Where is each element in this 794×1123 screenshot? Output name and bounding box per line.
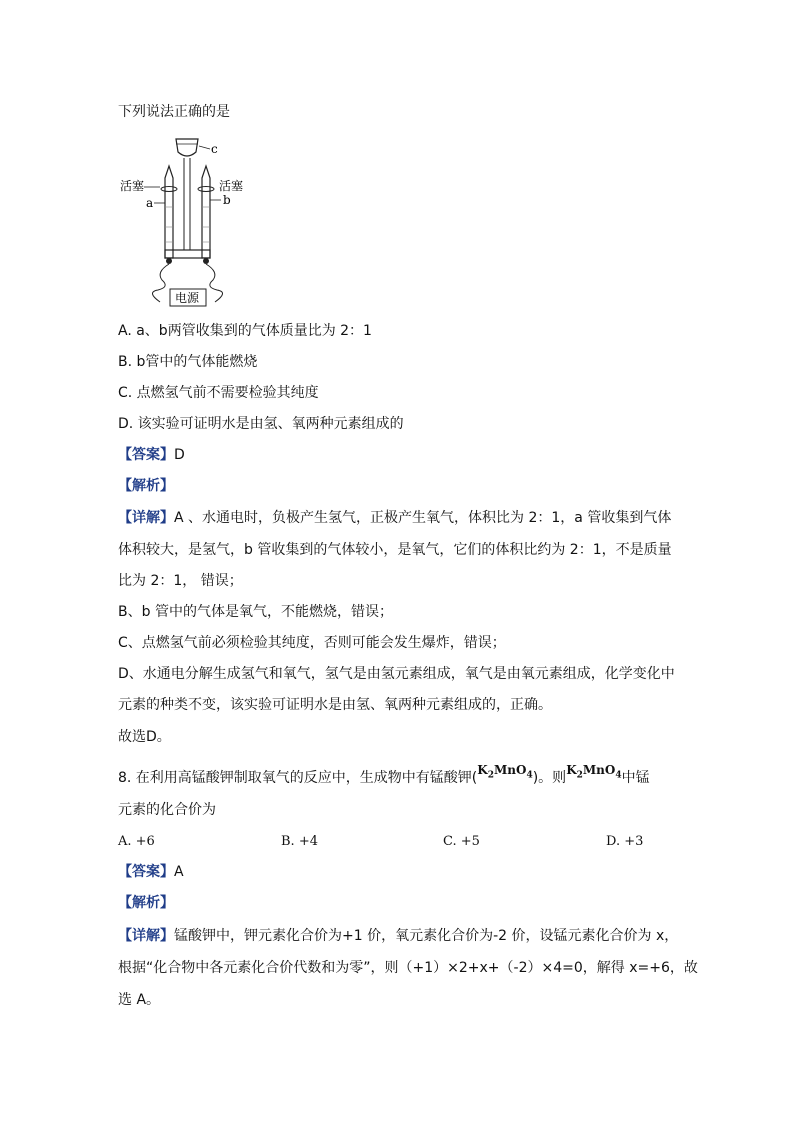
q7-answer-line (118, 445, 185, 465)
q7-detail-line: C、点燃氢气前必须检验其纯度，否则可能会发生爆炸，错误； (118, 635, 506, 651)
label-c: c (211, 142, 218, 156)
q7-detail-line: 比为 2：1， 错误； (118, 573, 243, 589)
q8-answer-line (118, 862, 184, 882)
answer-value: D (174, 447, 185, 463)
q7-detail-line: 元素的种类不变，该实验可证明水是由氢、氧两种元素组成的，正确。 (118, 697, 552, 713)
q7-option-b: B. b管中的气体能燃烧 (118, 354, 258, 370)
formula-k2mno4: $K_2MnO_4$ (566, 763, 622, 781)
q8-detail-line (118, 926, 678, 946)
q7-detail-line: D、水通电分解生成氢气和氧气，氢气是由氢元素组成，氧气是由氧元素组成，化学变化中 (118, 666, 675, 682)
detail-text: A 、水通电时，负极产生氢气，正极产生氧气，体积比为 2：1，a 管收集到气体 (174, 510, 672, 526)
detail-text: 锰酸钾中，钾元素化合价为+1 价，氧元素化合价为-2 价，设锰元素化合价为 x， (174, 928, 679, 944)
q8-option-a: A. +6 (118, 834, 155, 849)
q7-option-d: D. 该实验可证明水是由氢、氧两种元素组成的 (118, 416, 404, 432)
question-8-stem-line2: 元素的化合价为 (118, 802, 216, 818)
analysis-tag: 【解析】 (118, 478, 174, 494)
label-b: b (223, 193, 231, 207)
q8-detail-line: 选 A。 (118, 992, 161, 1008)
electrolysis-apparatus-figure (116, 132, 256, 312)
q8-option-c: C. +5 (443, 834, 480, 849)
question-7-stem: 下列说法正确的是 (118, 104, 230, 120)
q8-analysis-line (118, 893, 174, 913)
valve-label-right: 活塞 (219, 179, 244, 193)
analysis-tag: 【解析】 (118, 895, 174, 911)
question-8-stem (118, 763, 650, 793)
q7-conclusion: 故选D。 (118, 729, 171, 745)
answer-tag: 【答案】 (118, 864, 174, 880)
q7-detail-line: B、b 管中的气体是氧气，不能燃烧，错误； (118, 604, 393, 620)
q7-analysis-line (118, 476, 174, 496)
q8-detail-line: 根据“化合物中各元素化合价代数和为零”，则（+1）×2+x+（-2）×4=0，解得 x=+6，故 (118, 960, 698, 976)
q8-option-b: B. +4 (281, 834, 318, 849)
detail-tag: 【详解】 (118, 510, 174, 526)
answer-value: A (174, 864, 184, 880)
q7-detail-line (118, 508, 671, 528)
label-a: a (146, 196, 154, 210)
formula-k2mno4: $K_2MnO_4$ (477, 763, 533, 781)
q7-option-a: A. a、b两管收集到的气体质量比为 2：1 (118, 323, 372, 339)
stem-text: 8. 在利用高锰酸钾制取氧气的反应中，生成物中有锰酸钾( (118, 770, 478, 786)
power-source-label: 电源 (175, 291, 200, 305)
stem-text: )。则 (532, 770, 567, 786)
answer-tag: 【答案】 (118, 447, 174, 463)
q7-detail-line: 体积较大，是氢气，b 管收集到的气体较小，是氧气，它们的体积比约为 2：1，不是质量 (118, 542, 672, 558)
stem-text: 中锰 (621, 770, 650, 786)
q8-option-d: D. +3 (606, 834, 644, 849)
q7-option-c: C. 点燃氢气前不需要检验其纯度 (118, 385, 319, 401)
valve-label-left: 活塞 (120, 179, 145, 193)
detail-tag: 【详解】 (118, 928, 174, 944)
